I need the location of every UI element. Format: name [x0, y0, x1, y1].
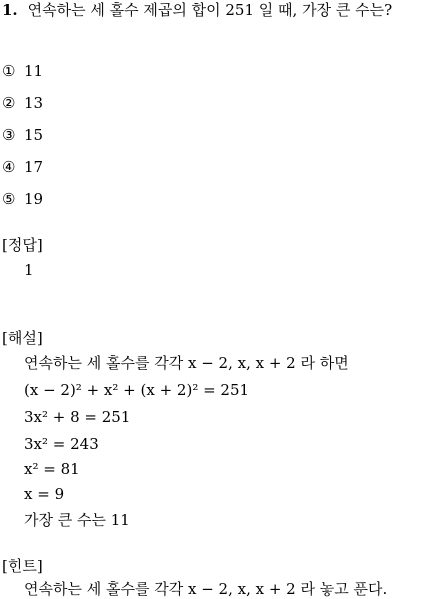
choice-2-value: 13: [24, 94, 44, 112]
answer-heading: [정답]: [2, 236, 43, 254]
choice-3-mark: ③: [2, 126, 16, 144]
solution-line-6: x = 9: [24, 485, 65, 503]
choice-1-mark: ①: [2, 62, 16, 80]
question-number: 1.: [2, 1, 18, 19]
hint-text: 연속하는 세 홀수를 각각 x − 2, x, x + 2 라 놓고 푼다.: [24, 580, 388, 598]
hint-heading: [힌트]: [2, 557, 43, 575]
solution-line-4: 3x² = 243: [24, 435, 99, 453]
choice-4-value: 17: [24, 158, 44, 176]
solution-line-2: (x − 2)² + x² + (x + 2)² = 251: [24, 381, 250, 399]
choice-3[interactable]: [2, 125, 43, 145]
choice-5-value: 19: [24, 190, 44, 208]
choice-2[interactable]: [2, 93, 43, 113]
choice-3-value: 15: [24, 126, 44, 144]
question-text: 연속하는 세 홀수 제곱의 합이 251 일 때, 가장 큰 수는?: [27, 1, 393, 19]
choice-4[interactable]: [2, 157, 43, 177]
choice-5-mark: ⑤: [2, 190, 16, 208]
choice-4-mark: ④: [2, 158, 16, 176]
choice-1[interactable]: [2, 61, 43, 81]
choice-5[interactable]: [2, 189, 43, 209]
solution-line-3: 3x² + 8 = 251: [24, 408, 131, 426]
answer-value: 1: [24, 261, 34, 279]
solution-line-5: x² = 81: [24, 460, 80, 478]
question-line: [2, 0, 392, 20]
choice-1-value: 11: [24, 62, 44, 80]
solution-line-1: 연속하는 세 홀수를 각각 x − 2, x, x + 2 라 하면: [24, 354, 349, 372]
solution-line-7: 가장 큰 수는 11: [24, 511, 130, 529]
choice-2-mark: ②: [2, 94, 16, 112]
solution-heading: [해설]: [2, 329, 43, 347]
